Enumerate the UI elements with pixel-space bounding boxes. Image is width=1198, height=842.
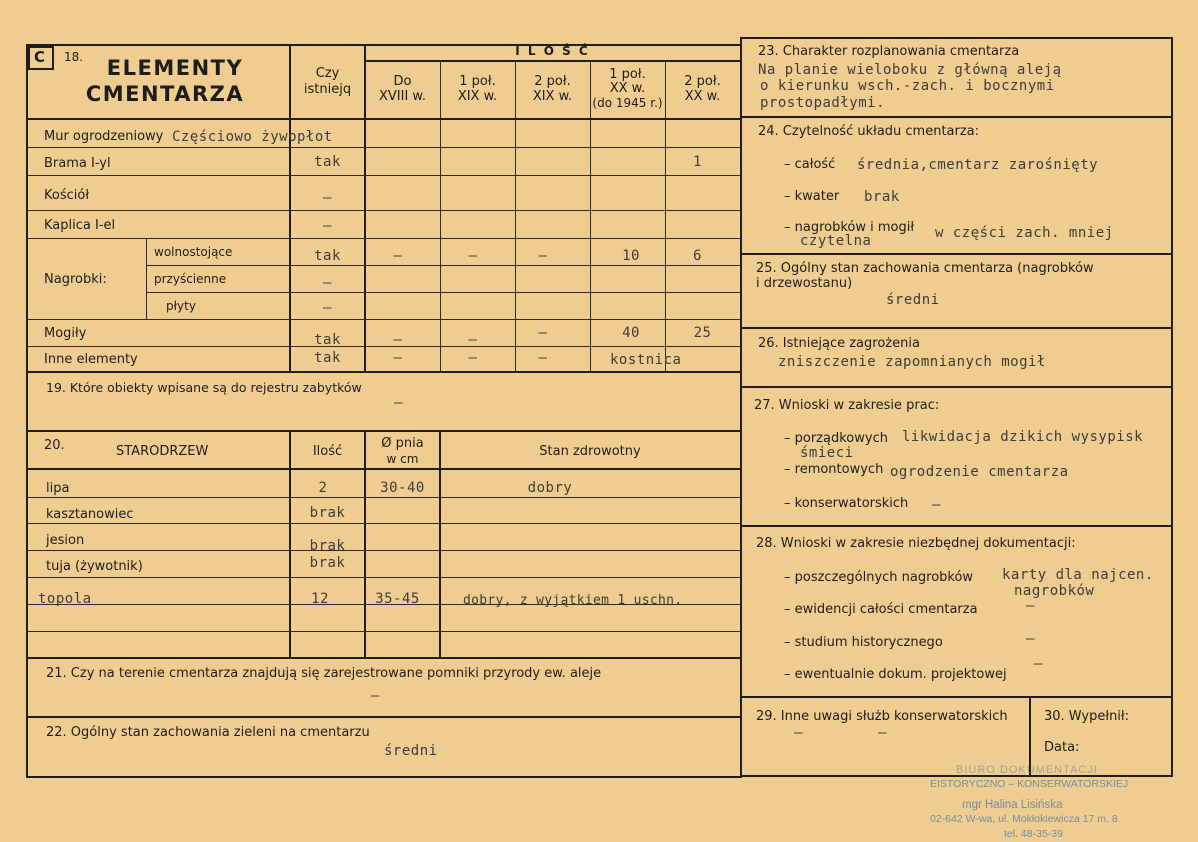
stamp-line2: EISTORYCZNO – KONSERWATORSKIEJ bbox=[930, 778, 1129, 790]
section-20-col-stan: Stan zdrowotny bbox=[539, 444, 641, 459]
section-28-stud-value: – bbox=[1026, 631, 1035, 647]
vline-czy-left bbox=[289, 44, 291, 372]
section-28-stud-label: – studium historycznego bbox=[784, 635, 943, 650]
section-24-calosc-value: średnia,cmentarz zarośnięty bbox=[857, 157, 1099, 173]
section-20-title: STARODRZEW bbox=[116, 444, 209, 459]
section-24-nagrobki-label: – nagrobków i mogił bbox=[784, 220, 915, 235]
row-brama-c5: 1 bbox=[693, 154, 702, 170]
row-inne-czy: tak bbox=[314, 350, 341, 366]
row-nagrobki-label: Nagrobki: bbox=[44, 272, 107, 287]
tree-stan: dobry, z wyjątkiem 1 uschn. bbox=[463, 593, 683, 608]
stamp-line4: 02-642 W-wa, ul. Mokłokiewicza 17 m. 8 bbox=[930, 813, 1118, 825]
section-20-number: 20. bbox=[44, 438, 65, 453]
row-inne-c1: – bbox=[393, 350, 403, 366]
hline-s20-r6 bbox=[26, 631, 742, 632]
row-mogily-c5: 25 bbox=[693, 325, 712, 341]
section-27-porz-value2: śmieci bbox=[800, 445, 854, 461]
hline-s20-head bbox=[26, 468, 742, 470]
section-20-col-ilosc: Ilość bbox=[312, 444, 343, 459]
section-18-number: 18. bbox=[64, 50, 84, 64]
section-19-label: 19. Które obiekty wpisane są do rejestru zabytków bbox=[46, 380, 362, 395]
row-brama-czy: tak bbox=[314, 154, 341, 170]
section-25-label-1: 25. Ogólny stan zachowania cmentarza (nagrobków bbox=[756, 261, 1094, 276]
col3-line1: 2 poł. bbox=[534, 74, 571, 89]
section-22-label: 22. Ogólny stan zachowania zieleni na cmentarzu bbox=[46, 725, 370, 740]
section-28-label: 28. Wnioski w zakresie niezbędnej dokumentacji: bbox=[756, 536, 1076, 551]
col2-line1: 1 poł. bbox=[459, 74, 496, 89]
row-wolno-c4: 10 bbox=[622, 248, 640, 264]
section-24-label: 24. Czytelność układu cmentarza: bbox=[758, 124, 980, 139]
row-mogily-c1: – bbox=[393, 332, 403, 348]
hline-r2 bbox=[26, 175, 742, 176]
row-wolno-c5: 6 bbox=[693, 248, 702, 264]
row-wolno-label: wolnostojące bbox=[154, 245, 233, 259]
row-kaplica-czy: – bbox=[323, 218, 332, 234]
tree-name: jesion bbox=[46, 533, 85, 548]
vline-nagrobki bbox=[146, 238, 147, 319]
row-mur-note: Częściowo żywopłot bbox=[172, 129, 333, 145]
row-plyty-label: płyty bbox=[166, 299, 196, 313]
row-mogily-c4: 40 bbox=[622, 325, 640, 341]
section-27-label: 27. Wnioski w zakresie prac: bbox=[754, 398, 940, 413]
section-28-ewid-label: – ewidencji całości cmentarza bbox=[784, 602, 978, 617]
col4-line2: XX w. bbox=[609, 81, 646, 96]
tree-name: lipa bbox=[46, 481, 70, 496]
tree-name: topola bbox=[38, 591, 92, 607]
section-27-rem-value: ogrodzenie cmentarza bbox=[890, 464, 1069, 480]
section-19-value: – bbox=[394, 395, 403, 411]
hline-s20-r2 bbox=[26, 523, 742, 524]
col1-line2: XVIII w. bbox=[378, 89, 426, 104]
tree-name: kasztanowiec bbox=[46, 507, 134, 522]
hline-r3 bbox=[26, 210, 742, 211]
hline-r5 bbox=[146, 265, 742, 266]
hline-s20-r3 bbox=[26, 550, 742, 551]
section-28-proj-value: – bbox=[1034, 656, 1043, 672]
hline-s27-bottom bbox=[740, 525, 1173, 527]
hline-s21-bottom bbox=[26, 716, 742, 718]
col2-line2: XIX w. bbox=[457, 89, 498, 104]
section-25-value: średni bbox=[886, 292, 940, 308]
section-27-porz-value1: likwidacja dzikich wysypisk bbox=[902, 429, 1144, 445]
row-mogily-label: Mogiły bbox=[44, 326, 87, 341]
section-28-proj-label: – ewentualnie dokum. projektowej bbox=[784, 667, 1007, 682]
section-22-value: średni bbox=[384, 743, 438, 759]
row-wolno-c1: – bbox=[393, 248, 403, 264]
section-28-poszcz-value1: karty dla najcen. bbox=[1002, 567, 1154, 583]
col5-line2: XX w. bbox=[684, 89, 721, 104]
section-30-date: Data: bbox=[1044, 740, 1080, 755]
hline-r6 bbox=[146, 292, 742, 293]
section-20-col-pnia-2: w cm bbox=[386, 452, 419, 466]
section-28-poszcz-value2: nagrobków bbox=[1014, 583, 1095, 599]
hline-s25-bottom bbox=[740, 327, 1173, 329]
tree-pien: 35-45 bbox=[375, 591, 420, 607]
hline-header-bottom bbox=[26, 118, 742, 120]
hline-s20-r1 bbox=[26, 497, 742, 498]
col-czy-line1: Czy bbox=[315, 66, 340, 81]
stamp-line1: BIURO DOKUMENTACJI bbox=[956, 764, 1098, 776]
col3-line2: XIX w. bbox=[532, 89, 573, 104]
row-plyty-czy: – bbox=[323, 300, 332, 316]
row-kaplica-label: Kaplica I-el bbox=[44, 218, 116, 233]
section-23-label: 23. Charakter rozplanowania cmentarza bbox=[758, 44, 1020, 59]
vline-s20-stan bbox=[439, 430, 441, 658]
section-23-line1: Na planie wieloboku z główną aleją bbox=[758, 62, 1062, 78]
hline-s26-bottom bbox=[740, 386, 1173, 388]
row-inne-c45: kostnica bbox=[610, 352, 682, 368]
section-23-line3: prostopadłymi. bbox=[760, 95, 886, 111]
row-brama-label: Brama I-yl bbox=[44, 156, 111, 171]
section-25-label-2: i drzewostanu) bbox=[756, 276, 853, 291]
row-wolno-c3: – bbox=[538, 248, 548, 264]
tree-ilosc: brak bbox=[309, 555, 346, 571]
hline-s28-bottom bbox=[740, 696, 1173, 698]
tree-ilosc: brak bbox=[309, 505, 346, 521]
row-przysc-label: przyścienne bbox=[154, 272, 227, 286]
hline-s24-bottom bbox=[740, 253, 1173, 255]
col-czy-line2: istniejq bbox=[303, 82, 352, 97]
section-24-nagrobki-value2: czytelna bbox=[800, 233, 872, 249]
vline-czy-right bbox=[364, 44, 366, 372]
section-23-line2: o kierunku wsch.-zach. i bocznymi bbox=[760, 78, 1055, 94]
hline-s19-bottom bbox=[26, 430, 742, 432]
section-24-nagrobki-value1: w części zach. mniej bbox=[935, 225, 1114, 241]
col1-line1: Do bbox=[393, 74, 412, 89]
row-mogily-czy: tak bbox=[314, 332, 341, 348]
hline-r1 bbox=[26, 147, 742, 148]
col5-line1: 2 poł. bbox=[684, 74, 721, 89]
row-mogily-c2: – bbox=[468, 332, 478, 348]
vline-c1 bbox=[440, 60, 441, 372]
row-inne-label: Inne elementy bbox=[44, 352, 138, 367]
row-przysc-czy: – bbox=[323, 275, 332, 291]
row-mogily-c3: – bbox=[538, 325, 548, 341]
hline-r7 bbox=[26, 319, 742, 320]
row-inne-c3: – bbox=[538, 350, 548, 366]
row-inne-c2: – bbox=[468, 350, 478, 366]
stamp-line3: mgr Halina Lisińska bbox=[962, 799, 1063, 811]
section-24-kwater-label: – kwater bbox=[784, 189, 840, 204]
section-24-kwater-value: brak bbox=[864, 189, 900, 205]
tree-pien: 30-40 bbox=[380, 480, 425, 496]
tree-ilosc: 2 bbox=[318, 480, 328, 496]
section-21-label: 21. Czy na terenie cmentarza znajdują się zarejestrowane pomniki przyrody ew. aleje bbox=[46, 666, 602, 681]
section-27-rem-label: – remontowych bbox=[784, 462, 884, 477]
section-30-label: 30. Wypełnił: bbox=[1044, 709, 1129, 724]
stamp-line5: tel. 48-35-39 bbox=[1004, 828, 1063, 840]
col4-line1: 1 poł. bbox=[609, 67, 646, 82]
ilosc-header: I L O Ś Ć bbox=[515, 44, 590, 58]
section-26-label: 26. Istniejące zagrożenia bbox=[758, 336, 920, 351]
hline-s18-bottom bbox=[26, 371, 742, 373]
hline-r4 bbox=[26, 238, 742, 239]
tree-stan: dobry bbox=[527, 480, 573, 496]
col4-line3: (do 1945 r.) bbox=[592, 96, 663, 110]
section-27-kons-value: – bbox=[932, 497, 941, 513]
section-29-value1: – bbox=[794, 725, 803, 741]
section-21-value: – bbox=[371, 688, 380, 704]
tree-ilosc: 12 bbox=[311, 591, 329, 607]
section-20-col-pnia-1: Ø pnia bbox=[381, 436, 424, 451]
hline-s23-bottom bbox=[740, 116, 1173, 118]
tree-name: tuja (żywotnik) bbox=[46, 559, 143, 574]
row-wolno-czy: tak bbox=[314, 248, 341, 264]
row-kosciol-czy: – bbox=[323, 190, 332, 206]
hline-s20-r4 bbox=[26, 577, 742, 578]
row-mur-label: Mur ogrodzeniowy bbox=[44, 129, 164, 144]
row-wolno-c2: – bbox=[468, 248, 478, 264]
section-c-letter: C bbox=[34, 48, 46, 66]
section-18-title-line2: CMENTARZA bbox=[85, 82, 245, 106]
section-29-label: 29. Inne uwagi służb konserwatorskich bbox=[756, 709, 1008, 724]
section-18-title-line1: ELEMENTY bbox=[106, 56, 244, 80]
tree-ilosc: brak bbox=[309, 538, 346, 554]
section-24-calosc-label: – całość bbox=[784, 157, 836, 172]
section-27-kons-label: – konserwatorskich bbox=[784, 496, 909, 511]
hline-ilosc bbox=[365, 60, 741, 62]
section-29-value2: – bbox=[878, 725, 887, 741]
section-26-value: zniszczenie zapomnianych mogił bbox=[778, 354, 1046, 370]
section-28-poszcz-label: – poszczególnych nagrobków bbox=[784, 570, 974, 585]
section-28-ewid-value: – bbox=[1026, 598, 1035, 614]
section-27-porz-label: – porządkowych bbox=[784, 431, 888, 446]
row-kosciol-label: Kościół bbox=[44, 188, 90, 203]
hline-s20-bottom bbox=[26, 657, 742, 659]
